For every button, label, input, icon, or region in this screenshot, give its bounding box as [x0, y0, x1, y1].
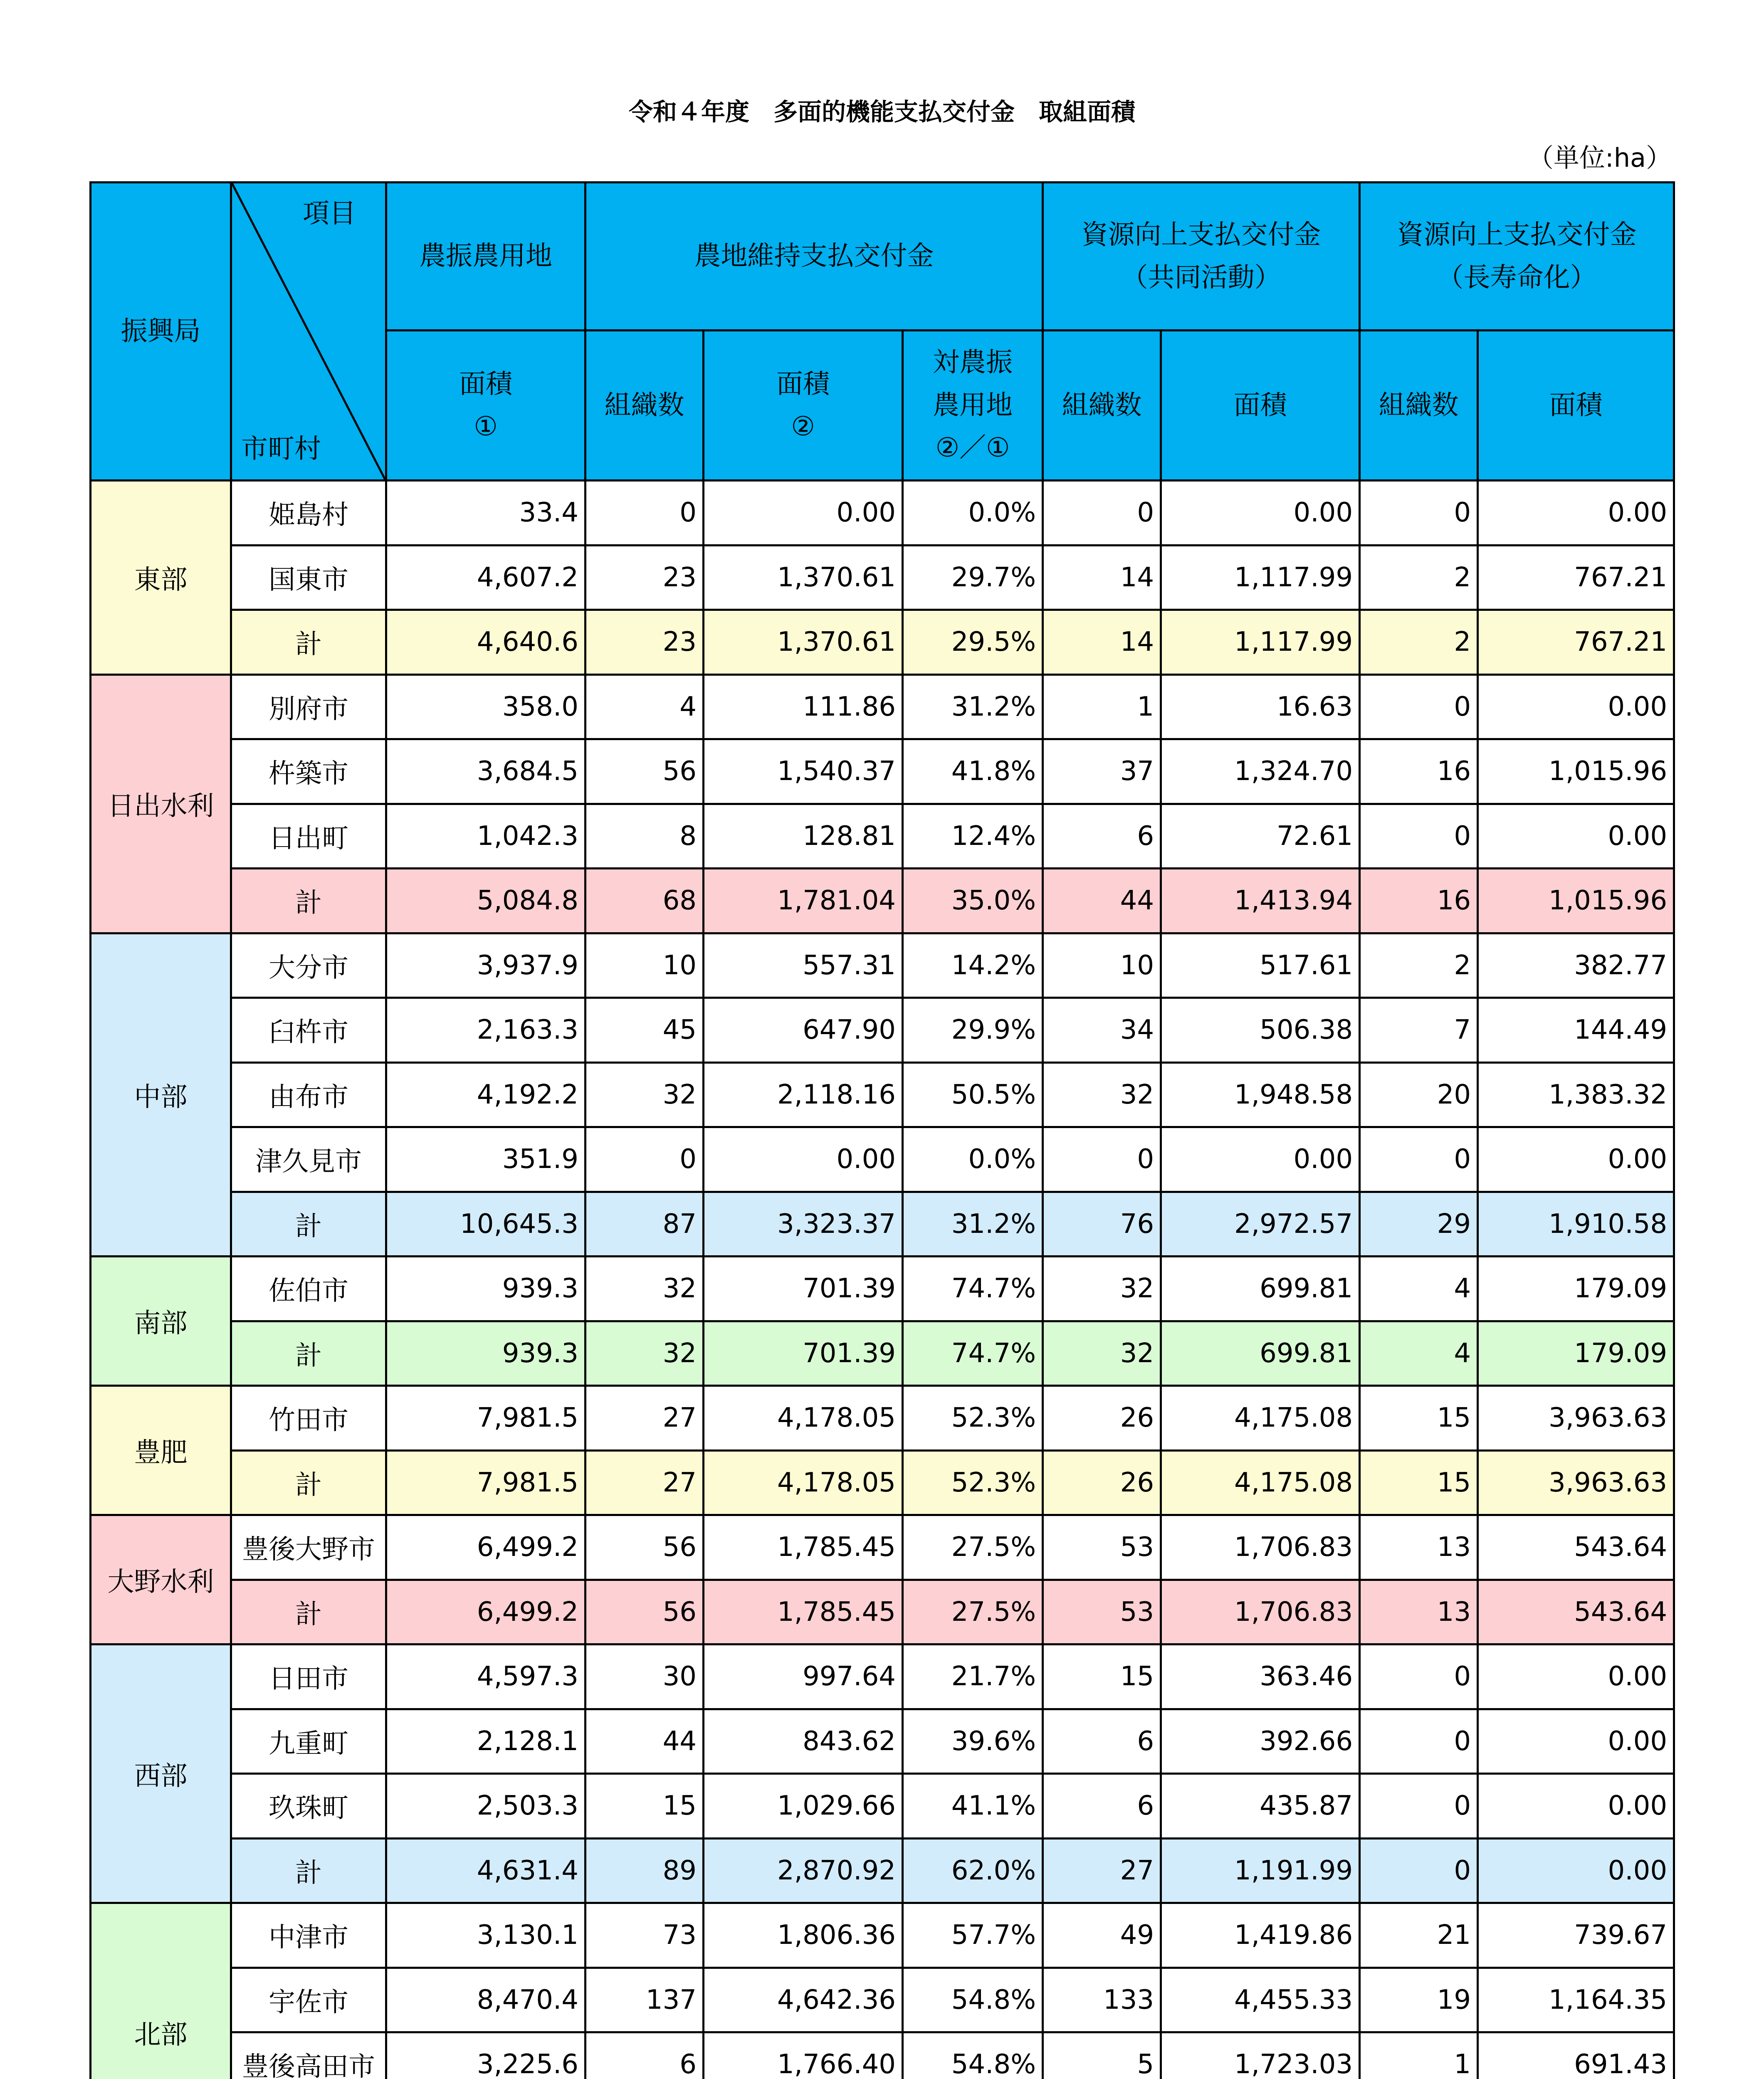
- header-orgs-joint: 組織数: [1043, 331, 1161, 481]
- ratio-cell: 41.1%: [903, 1774, 1043, 1839]
- life-area-cell: 543.64: [1478, 1580, 1674, 1644]
- maintenance-orgs-cell: 4: [586, 674, 704, 739]
- region-name: 豊肥: [91, 1386, 231, 1515]
- table-row: [91, 1903, 1674, 1968]
- maintenance-area-cell: 997.64: [704, 1644, 903, 1709]
- subtotal-label: 計: [231, 610, 386, 675]
- life-orgs-cell: 4: [1360, 1321, 1478, 1386]
- farmland-area-cell: 358.0: [386, 674, 586, 739]
- maintenance-orgs-cell: 56: [586, 1580, 704, 1644]
- life-orgs-cell: 21: [1360, 1903, 1478, 1968]
- joint-area-cell: 1,324.70: [1161, 739, 1360, 804]
- farmland-area-cell: 2,128.1: [386, 1709, 586, 1774]
- farmland-area-cell: 4,607.2: [386, 545, 586, 610]
- joint-area-cell: 1,419.86: [1161, 1903, 1360, 1968]
- ratio-cell: 29.9%: [903, 998, 1043, 1063]
- municipality-name: 臼杵市: [231, 998, 386, 1063]
- document-title: 令和４年度 多面的機能支払交付金 取組面積: [628, 98, 1135, 126]
- subtotal-label: 計: [231, 1838, 386, 1903]
- maintenance-area-cell: 2,870.92: [704, 1838, 903, 1903]
- municipality-name: 豊後大野市: [231, 1515, 386, 1580]
- header-area1-label: 面積: [459, 368, 512, 400]
- joint-area-cell: 16.63: [1161, 674, 1360, 739]
- joint-area-cell: 363.46: [1161, 1644, 1360, 1709]
- subtotal-row: [91, 869, 1674, 933]
- region-name: 西部: [91, 1644, 231, 1903]
- ratio-cell: 31.2%: [903, 674, 1043, 739]
- life-area-cell: 1,164.35: [1478, 1968, 1674, 2032]
- ratio-cell: 57.7%: [903, 1903, 1043, 1968]
- ratio-cell: 74.7%: [903, 1257, 1043, 1321]
- maintenance-orgs-cell: 87: [586, 1192, 704, 1257]
- joint-orgs-cell: 133: [1043, 1968, 1161, 2032]
- life-orgs-cell: 15: [1360, 1450, 1478, 1515]
- municipality-name: 津久見市: [231, 1127, 386, 1192]
- municipality-name: 宇佐市: [231, 1968, 386, 2032]
- maintenance-orgs-cell: 27: [586, 1450, 704, 1515]
- maintenance-area-cell: 701.39: [704, 1321, 903, 1386]
- life-orgs-cell: 0: [1360, 1127, 1478, 1192]
- ratio-cell: 35.0%: [903, 869, 1043, 933]
- life-area-cell: 0.00: [1478, 1127, 1674, 1192]
- joint-area-cell: 4,175.08: [1161, 1450, 1360, 1515]
- farmland-area-cell: 7,981.5: [386, 1386, 586, 1451]
- life-orgs-cell: 2: [1360, 933, 1478, 998]
- farmland-area-cell: 939.3: [386, 1321, 586, 1386]
- joint-area-cell: 392.66: [1161, 1709, 1360, 1774]
- joint-orgs-cell: 26: [1043, 1450, 1161, 1515]
- maintenance-area-cell: 1,766.40: [704, 2032, 903, 2079]
- table-row: [91, 1386, 1674, 1451]
- life-orgs-cell: 0: [1360, 804, 1478, 869]
- farmland-area-cell: 3,684.5: [386, 739, 586, 804]
- header-resource-life-line1: 資源向上支払交付金: [1397, 220, 1637, 251]
- joint-orgs-cell: 32: [1043, 1321, 1161, 1386]
- life-area-cell: 179.09: [1478, 1321, 1674, 1386]
- farmland-area-cell: 6,499.2: [386, 1580, 586, 1644]
- region-name: 北部: [91, 1903, 231, 2079]
- ratio-cell: 27.5%: [903, 1515, 1043, 1580]
- life-area-cell: 0.00: [1478, 1838, 1674, 1903]
- municipality-name: 杵築市: [231, 739, 386, 804]
- region-name: 東部: [91, 481, 231, 675]
- life-orgs-cell: 0: [1360, 674, 1478, 739]
- municipality-name: 日田市: [231, 1644, 386, 1709]
- joint-area-cell: 1,413.94: [1161, 869, 1360, 933]
- maintenance-orgs-cell: 0: [586, 481, 704, 546]
- ratio-cell: 52.3%: [903, 1386, 1043, 1451]
- table-row: [91, 1709, 1674, 1774]
- municipality-name: 日出町: [231, 804, 386, 869]
- table-row: [91, 804, 1674, 869]
- ratio-cell: 31.2%: [903, 1192, 1043, 1257]
- header-farmland: 農振農用地: [386, 183, 586, 331]
- ratio-cell: 50.5%: [903, 1062, 1043, 1127]
- maintenance-area-cell: 4,178.05: [704, 1450, 903, 1515]
- table-row: [91, 1774, 1674, 1839]
- maintenance-area-cell: 0.00: [704, 1127, 903, 1192]
- maintenance-orgs-cell: 10: [586, 933, 704, 998]
- joint-area-cell: 1,117.99: [1161, 545, 1360, 610]
- header-ratio-line3: ②／①: [935, 432, 1010, 464]
- header-area2-label: 面積: [776, 368, 830, 400]
- subtotal-label: 計: [231, 1580, 386, 1644]
- joint-orgs-cell: 44: [1043, 869, 1161, 933]
- header-resource-life-line2: （長寿命化）: [1437, 262, 1597, 293]
- maintenance-area-cell: 1,029.66: [704, 1774, 903, 1839]
- farmland-area-cell: 4,597.3: [386, 1644, 586, 1709]
- farmland-area-cell: 3,225.6: [386, 2032, 586, 2079]
- table-row: [91, 1644, 1674, 1709]
- joint-orgs-cell: 5: [1043, 2032, 1161, 2079]
- header-orgs-life: 組織数: [1360, 331, 1478, 481]
- subtotal-row: [91, 610, 1674, 675]
- joint-area-cell: 506.38: [1161, 998, 1360, 1063]
- life-area-cell: 0.00: [1478, 481, 1674, 546]
- header-municipality: 市町村: [241, 433, 321, 464]
- farmland-area-cell: 4,640.6: [386, 610, 586, 675]
- table-body: [91, 481, 1674, 2079]
- municipality-name: 別府市: [231, 674, 386, 739]
- maintenance-area-cell: 1,785.45: [704, 1515, 903, 1580]
- life-orgs-cell: 0: [1360, 1709, 1478, 1774]
- joint-orgs-cell: 37: [1043, 739, 1161, 804]
- maintenance-orgs-cell: 8: [586, 804, 704, 869]
- life-area-cell: 144.49: [1478, 998, 1674, 1063]
- joint-orgs-cell: 0: [1043, 1127, 1161, 1192]
- maintenance-orgs-cell: 6: [586, 2032, 704, 2079]
- joint-area-cell: 699.81: [1161, 1321, 1360, 1386]
- table-row: [91, 674, 1674, 739]
- farmland-area-cell: 4,631.4: [386, 1838, 586, 1903]
- joint-orgs-cell: 15: [1043, 1644, 1161, 1709]
- header-ratio: [903, 331, 1043, 481]
- ratio-cell: 0.0%: [903, 481, 1043, 546]
- farmland-area-cell: 3,130.1: [386, 1903, 586, 1968]
- maintenance-area-cell: 3,323.37: [704, 1192, 903, 1257]
- joint-orgs-cell: 76: [1043, 1192, 1161, 1257]
- life-orgs-cell: 4: [1360, 1257, 1478, 1321]
- subtotal-row: [91, 1450, 1674, 1515]
- header-area-joint: 面積: [1161, 331, 1360, 481]
- maintenance-orgs-cell: 56: [586, 1515, 704, 1580]
- life-orgs-cell: 13: [1360, 1580, 1478, 1644]
- life-area-cell: 179.09: [1478, 1257, 1674, 1321]
- region-name: 中部: [91, 933, 231, 1257]
- life-area-cell: 382.77: [1478, 933, 1674, 998]
- ratio-cell: 29.5%: [903, 610, 1043, 675]
- joint-area-cell: 1,948.58: [1161, 1062, 1360, 1127]
- maintenance-orgs-cell: 23: [586, 545, 704, 610]
- life-area-cell: 1,015.96: [1478, 869, 1674, 933]
- ratio-cell: 27.5%: [903, 1580, 1043, 1644]
- joint-area-cell: 1,723.03: [1161, 2032, 1360, 2079]
- ratio-cell: 39.6%: [903, 1709, 1043, 1774]
- maintenance-area-cell: 1,781.04: [704, 869, 903, 933]
- table-row: [91, 1127, 1674, 1192]
- life-orgs-cell: 2: [1360, 545, 1478, 610]
- maintenance-orgs-cell: 44: [586, 1709, 704, 1774]
- farmland-area-cell: 3,937.9: [386, 933, 586, 998]
- subtotal-row: [91, 1192, 1674, 1257]
- table-row: [91, 1515, 1674, 1580]
- header-resource-life: [1360, 183, 1674, 331]
- life-area-cell: 1,015.96: [1478, 739, 1674, 804]
- subtotal-label: 計: [231, 869, 386, 933]
- maintenance-orgs-cell: 0: [586, 1127, 704, 1192]
- ratio-cell: 52.3%: [903, 1450, 1043, 1515]
- joint-orgs-cell: 14: [1043, 545, 1161, 610]
- life-area-cell: 1,383.32: [1478, 1062, 1674, 1127]
- ratio-cell: 14.2%: [903, 933, 1043, 998]
- header-resource-joint-line2: （共同活動）: [1121, 262, 1281, 293]
- table-row: [91, 933, 1674, 998]
- subtotal-label: 計: [231, 1192, 386, 1257]
- joint-area-cell: 435.87: [1161, 1774, 1360, 1839]
- header-diagonal-cell: [231, 183, 386, 481]
- table-row: [91, 545, 1674, 610]
- unit-label: （単位:ha）: [1527, 143, 1672, 173]
- farmland-area-cell: 7,981.5: [386, 1450, 586, 1515]
- table-row: [91, 1968, 1674, 2032]
- region-name: 日出水利: [91, 674, 231, 933]
- joint-orgs-cell: 53: [1043, 1580, 1161, 1644]
- maintenance-area-cell: 1,370.61: [704, 545, 903, 610]
- region-name: 大野水利: [91, 1515, 231, 1644]
- header-resource-joint-line1: 資源向上支払交付金: [1081, 220, 1321, 251]
- subtotal-row: [91, 1321, 1674, 1386]
- farmland-area-cell: 33.4: [386, 481, 586, 546]
- table-row: [91, 481, 1674, 546]
- farmland-area-cell: 5,084.8: [386, 869, 586, 933]
- life-orgs-cell: 1: [1360, 2032, 1478, 2079]
- header-ratio-line1: 対農振: [933, 347, 1013, 378]
- maintenance-orgs-cell: 89: [586, 1838, 704, 1903]
- municipality-name: 国東市: [231, 545, 386, 610]
- life-orgs-cell: 29: [1360, 1192, 1478, 1257]
- maintenance-orgs-cell: 15: [586, 1774, 704, 1839]
- header-area-life: 面積: [1478, 331, 1674, 481]
- header-maintenance: 農地維持支払交付金: [586, 183, 1043, 331]
- table-row: [91, 998, 1674, 1063]
- life-area-cell: 3,963.63: [1478, 1386, 1674, 1451]
- farmland-area-cell: 939.3: [386, 1257, 586, 1321]
- maintenance-area-cell: 4,642.36: [704, 1968, 903, 2032]
- table-row: [91, 1257, 1674, 1321]
- joint-orgs-cell: 6: [1043, 1709, 1161, 1774]
- maintenance-area-cell: 1,806.36: [704, 1903, 903, 1968]
- maintenance-orgs-cell: 32: [586, 1062, 704, 1127]
- joint-orgs-cell: 0: [1043, 481, 1161, 546]
- ratio-cell: 54.8%: [903, 2032, 1043, 2079]
- joint-orgs-cell: 1: [1043, 674, 1161, 739]
- municipality-name: 豊後高田市: [231, 2032, 386, 2079]
- maintenance-area-cell: 0.00: [704, 481, 903, 546]
- municipality-name: 中津市: [231, 1903, 386, 1968]
- municipality-name: 竹田市: [231, 1386, 386, 1451]
- farmland-area-cell: 1,042.3: [386, 804, 586, 869]
- municipality-name: 玖珠町: [231, 1774, 386, 1839]
- life-area-cell: 0.00: [1478, 1774, 1674, 1839]
- table-row: [91, 739, 1674, 804]
- ratio-cell: 41.8%: [903, 739, 1043, 804]
- region-name: 南部: [91, 1257, 231, 1386]
- maintenance-area-cell: 701.39: [704, 1257, 903, 1321]
- joint-orgs-cell: 32: [1043, 1062, 1161, 1127]
- ratio-cell: 21.7%: [903, 1644, 1043, 1709]
- header-orgs-maintenance: 組織数: [586, 331, 704, 481]
- maintenance-orgs-cell: 137: [586, 1968, 704, 2032]
- municipality-name: 九重町: [231, 1709, 386, 1774]
- life-area-cell: 0.00: [1478, 1644, 1674, 1709]
- subtotal-row: [91, 1838, 1674, 1903]
- life-orgs-cell: 7: [1360, 998, 1478, 1063]
- maintenance-orgs-cell: 68: [586, 869, 704, 933]
- life-area-cell: 543.64: [1478, 1515, 1674, 1580]
- joint-orgs-cell: 6: [1043, 804, 1161, 869]
- header-ratio-line2: 農用地: [933, 390, 1013, 421]
- maintenance-orgs-cell: 73: [586, 1903, 704, 1968]
- life-orgs-cell: 0: [1360, 481, 1478, 546]
- maintenance-area-cell: 111.86: [704, 674, 903, 739]
- life-area-cell: 0.00: [1478, 804, 1674, 869]
- header-area1-mark: ①: [474, 411, 498, 442]
- ratio-cell: 12.4%: [903, 804, 1043, 869]
- subtotal-row: [91, 1580, 1674, 1644]
- life-orgs-cell: 20: [1360, 1062, 1478, 1127]
- ratio-cell: 62.0%: [903, 1838, 1043, 1903]
- joint-area-cell: 1,117.99: [1161, 610, 1360, 675]
- life-orgs-cell: 16: [1360, 869, 1478, 933]
- maintenance-orgs-cell: 27: [586, 1386, 704, 1451]
- life-area-cell: 0.00: [1478, 674, 1674, 739]
- table-row: [91, 2032, 1674, 2079]
- joint-area-cell: 4,455.33: [1161, 1968, 1360, 2032]
- joint-orgs-cell: 10: [1043, 933, 1161, 998]
- joint-area-cell: 0.00: [1161, 481, 1360, 546]
- life-orgs-cell: 2: [1360, 610, 1478, 675]
- life-orgs-cell: 0: [1360, 1644, 1478, 1709]
- maintenance-area-cell: 1,540.37: [704, 739, 903, 804]
- life-orgs-cell: 19: [1360, 1968, 1478, 2032]
- joint-orgs-cell: 34: [1043, 998, 1161, 1063]
- farmland-area-cell: 6,499.2: [386, 1515, 586, 1580]
- joint-area-cell: 699.81: [1161, 1257, 1360, 1321]
- maintenance-area-cell: 843.62: [704, 1709, 903, 1774]
- joint-orgs-cell: 14: [1043, 610, 1161, 675]
- header-area2-mark: ②: [791, 411, 815, 442]
- joint-orgs-cell: 27: [1043, 1838, 1161, 1903]
- area-table: [89, 181, 1675, 2079]
- maintenance-orgs-cell: 56: [586, 739, 704, 804]
- joint-orgs-cell: 53: [1043, 1515, 1161, 1580]
- maintenance-area-cell: 647.90: [704, 998, 903, 1063]
- life-orgs-cell: 0: [1360, 1774, 1478, 1839]
- life-orgs-cell: 16: [1360, 739, 1478, 804]
- life-area-cell: 1,910.58: [1478, 1192, 1674, 1257]
- life-area-cell: 0.00: [1478, 1709, 1674, 1774]
- joint-orgs-cell: 6: [1043, 1774, 1161, 1839]
- farmland-area-cell: 8,470.4: [386, 1968, 586, 2032]
- life-area-cell: 739.67: [1478, 1903, 1674, 1968]
- life-area-cell: 3,963.63: [1478, 1450, 1674, 1515]
- joint-area-cell: 517.61: [1161, 933, 1360, 998]
- joint-area-cell: 4,175.08: [1161, 1386, 1360, 1451]
- ratio-cell: 74.7%: [903, 1321, 1043, 1386]
- joint-orgs-cell: 26: [1043, 1386, 1161, 1451]
- municipality-name: 大分市: [231, 933, 386, 998]
- life-orgs-cell: 15: [1360, 1386, 1478, 1451]
- maintenance-orgs-cell: 30: [586, 1644, 704, 1709]
- header-area2: [704, 331, 903, 481]
- maintenance-area-cell: 1,785.45: [704, 1580, 903, 1644]
- joint-area-cell: 2,972.57: [1161, 1192, 1360, 1257]
- header-area1: [386, 331, 586, 481]
- life-area-cell: 767.21: [1478, 545, 1674, 610]
- ratio-cell: 29.7%: [903, 545, 1043, 610]
- life-orgs-cell: 0: [1360, 1838, 1478, 1903]
- municipality-name: 由布市: [231, 1062, 386, 1127]
- joint-area-cell: 1,706.83: [1161, 1515, 1360, 1580]
- joint-orgs-cell: 32: [1043, 1257, 1161, 1321]
- maintenance-area-cell: 4,178.05: [704, 1386, 903, 1451]
- farmland-area-cell: 10,645.3: [386, 1192, 586, 1257]
- farmland-area-cell: 2,503.3: [386, 1774, 586, 1839]
- maintenance-orgs-cell: 23: [586, 610, 704, 675]
- joint-orgs-cell: 49: [1043, 1903, 1161, 1968]
- maintenance-orgs-cell: 32: [586, 1321, 704, 1386]
- maintenance-orgs-cell: 32: [586, 1257, 704, 1321]
- maintenance-area-cell: 128.81: [704, 804, 903, 869]
- joint-area-cell: 72.61: [1161, 804, 1360, 869]
- life-area-cell: 691.43: [1478, 2032, 1674, 2079]
- maintenance-area-cell: 2,118.16: [704, 1062, 903, 1127]
- municipality-name: 姫島村: [231, 481, 386, 546]
- header-item: 項目: [303, 198, 356, 229]
- farmland-area-cell: 351.9: [386, 1127, 586, 1192]
- ratio-cell: 0.0%: [903, 1127, 1043, 1192]
- joint-area-cell: 0.00: [1161, 1127, 1360, 1192]
- joint-area-cell: 1,191.99: [1161, 1838, 1360, 1903]
- maintenance-area-cell: 557.31: [704, 933, 903, 998]
- header-region: 振興局: [91, 183, 231, 481]
- header-resource-joint: [1043, 183, 1360, 331]
- table-header: [91, 183, 1674, 481]
- table-row: [91, 1062, 1674, 1127]
- life-area-cell: 767.21: [1478, 610, 1674, 675]
- maintenance-orgs-cell: 45: [586, 998, 704, 1063]
- ratio-cell: 54.8%: [903, 1968, 1043, 2032]
- subtotal-label: 計: [231, 1450, 386, 1515]
- life-orgs-cell: 13: [1360, 1515, 1478, 1580]
- maintenance-area-cell: 1,370.61: [704, 610, 903, 675]
- joint-area-cell: 1,706.83: [1161, 1580, 1360, 1644]
- farmland-area-cell: 2,163.3: [386, 998, 586, 1063]
- farmland-area-cell: 4,192.2: [386, 1062, 586, 1127]
- municipality-name: 佐伯市: [231, 1257, 386, 1321]
- subtotal-label: 計: [231, 1321, 386, 1386]
